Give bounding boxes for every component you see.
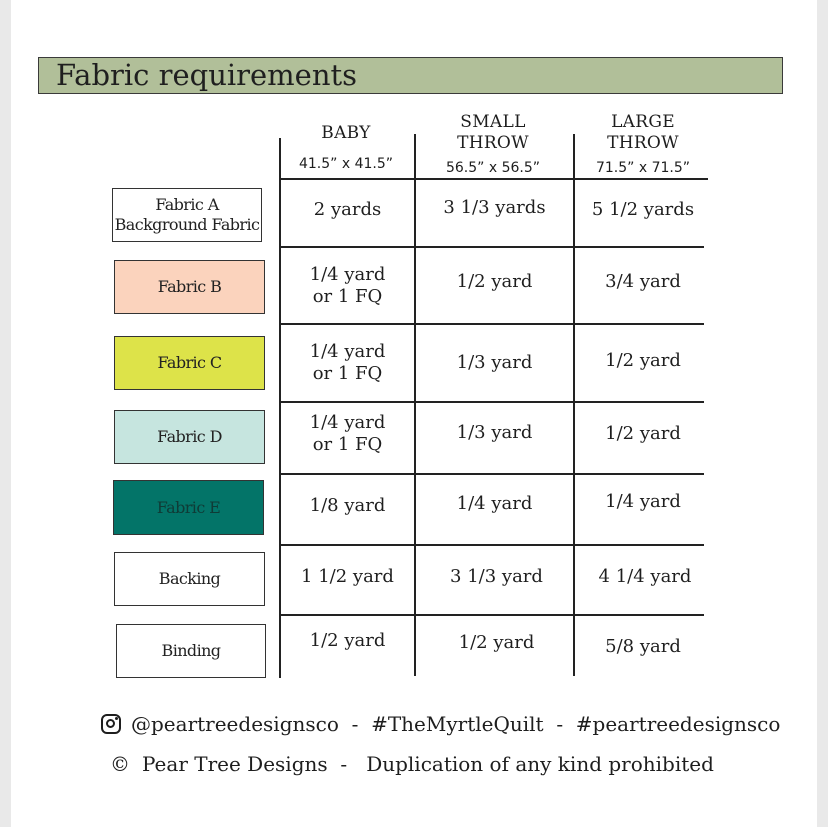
fabric-a-label: Fabric A <box>155 195 219 214</box>
instagram-icon <box>101 714 121 734</box>
column-header-large-line2: THROW <box>607 133 679 153</box>
backing-baby: 1 1/2 yard <box>301 566 394 587</box>
fabric-a-large-throw: 5 1/2 yards <box>591 199 695 220</box>
fabric-c-swatch <box>114 336 265 390</box>
fabric-e-swatch <box>113 480 264 535</box>
fabric-b-swatch <box>114 260 265 314</box>
fabric-b-baby-line2: or 1 FQ <box>312 285 383 307</box>
backing-small-throw: 3 1/3 yard <box>450 566 543 587</box>
copyright-text: Pear Tree Designs - Duplication of any kind prohibited <box>142 752 714 776</box>
social-text: @peartreedesignsco - #TheMyrtleQuilt - #peartreedesignsco <box>131 712 781 736</box>
backing-label: Backing <box>158 569 221 588</box>
fabric-c-baby <box>281 325 414 400</box>
column-size-small-throw: 56.5” x 56.5” <box>445 160 541 176</box>
column-header-large-line1: LARGE <box>611 112 675 132</box>
binding-baby: 1/2 yard <box>309 630 386 651</box>
column-header-large-throw <box>573 112 713 154</box>
fabric-a-baby: 2 yards <box>313 199 382 220</box>
title-banner <box>38 57 783 94</box>
fabric-e-baby: 1/8 yard <box>309 495 386 516</box>
fabric-a-sublabel: Background Fabric <box>114 215 260 234</box>
backing-large-throw: 4 1/4 yard <box>598 566 692 587</box>
binding-swatch <box>116 624 266 678</box>
column-header-small-line2: THROW <box>457 133 529 153</box>
copyright-icon: © <box>110 752 130 776</box>
binding-small-throw: 1/2 yard <box>458 632 535 653</box>
column-header-small-throw <box>418 112 568 154</box>
fabric-b-baby <box>281 248 414 323</box>
fabric-d-baby-line2: or 1 FQ <box>312 434 383 455</box>
fabric-c-baby-line1: 1/4 yard <box>309 340 386 362</box>
fabric-a-swatch <box>112 188 262 242</box>
fabric-c-large-throw: 1/2 yard <box>605 350 681 371</box>
fabric-c-small-throw: 1/3 yard <box>456 351 533 373</box>
binding-large-throw: 5/8 yard <box>605 636 681 657</box>
copyright-line <box>110 751 714 777</box>
fabric-b-small-throw: 1/2 yard <box>456 271 533 292</box>
fabric-d-swatch <box>114 410 265 464</box>
fabric-d-label: Fabric D <box>157 427 222 446</box>
fabric-e-small-throw: 1/4 yard <box>456 493 533 514</box>
fabric-a-small-throw: 3 1/3 yards <box>443 197 546 218</box>
column-header-baby-label: BABY <box>321 123 371 143</box>
fabric-e-label: Fabric E <box>156 497 221 517</box>
fabric-b-baby-line1: 1/4 yard <box>309 263 386 285</box>
fabric-d-baby <box>281 403 414 465</box>
fabric-d-small-throw: 1/3 yard <box>456 422 533 443</box>
page-title: Fabric requirements <box>56 58 358 92</box>
fabric-c-baby-line2: or 1 FQ <box>312 362 383 384</box>
fabric-d-large-throw: 1/2 yard <box>605 423 681 444</box>
column-size-baby: 41.5” x 41.5” <box>298 156 394 172</box>
column-header-small-line1: SMALL <box>460 112 526 132</box>
fabric-d-baby-line1: 1/4 yard <box>309 412 386 433</box>
column-header-baby <box>283 123 409 144</box>
binding-label: Binding <box>161 641 221 660</box>
social-line <box>101 711 780 737</box>
fabric-b-large-throw: 3/4 yard <box>605 271 681 292</box>
fabric-c-label: Fabric C <box>157 353 222 372</box>
fabric-e-large-throw: 1/4 yard <box>605 491 681 512</box>
fabric-b-label: Fabric B <box>157 277 222 296</box>
backing-swatch <box>114 552 265 606</box>
column-size-large-throw: 71.5” x 71.5” <box>595 160 691 176</box>
